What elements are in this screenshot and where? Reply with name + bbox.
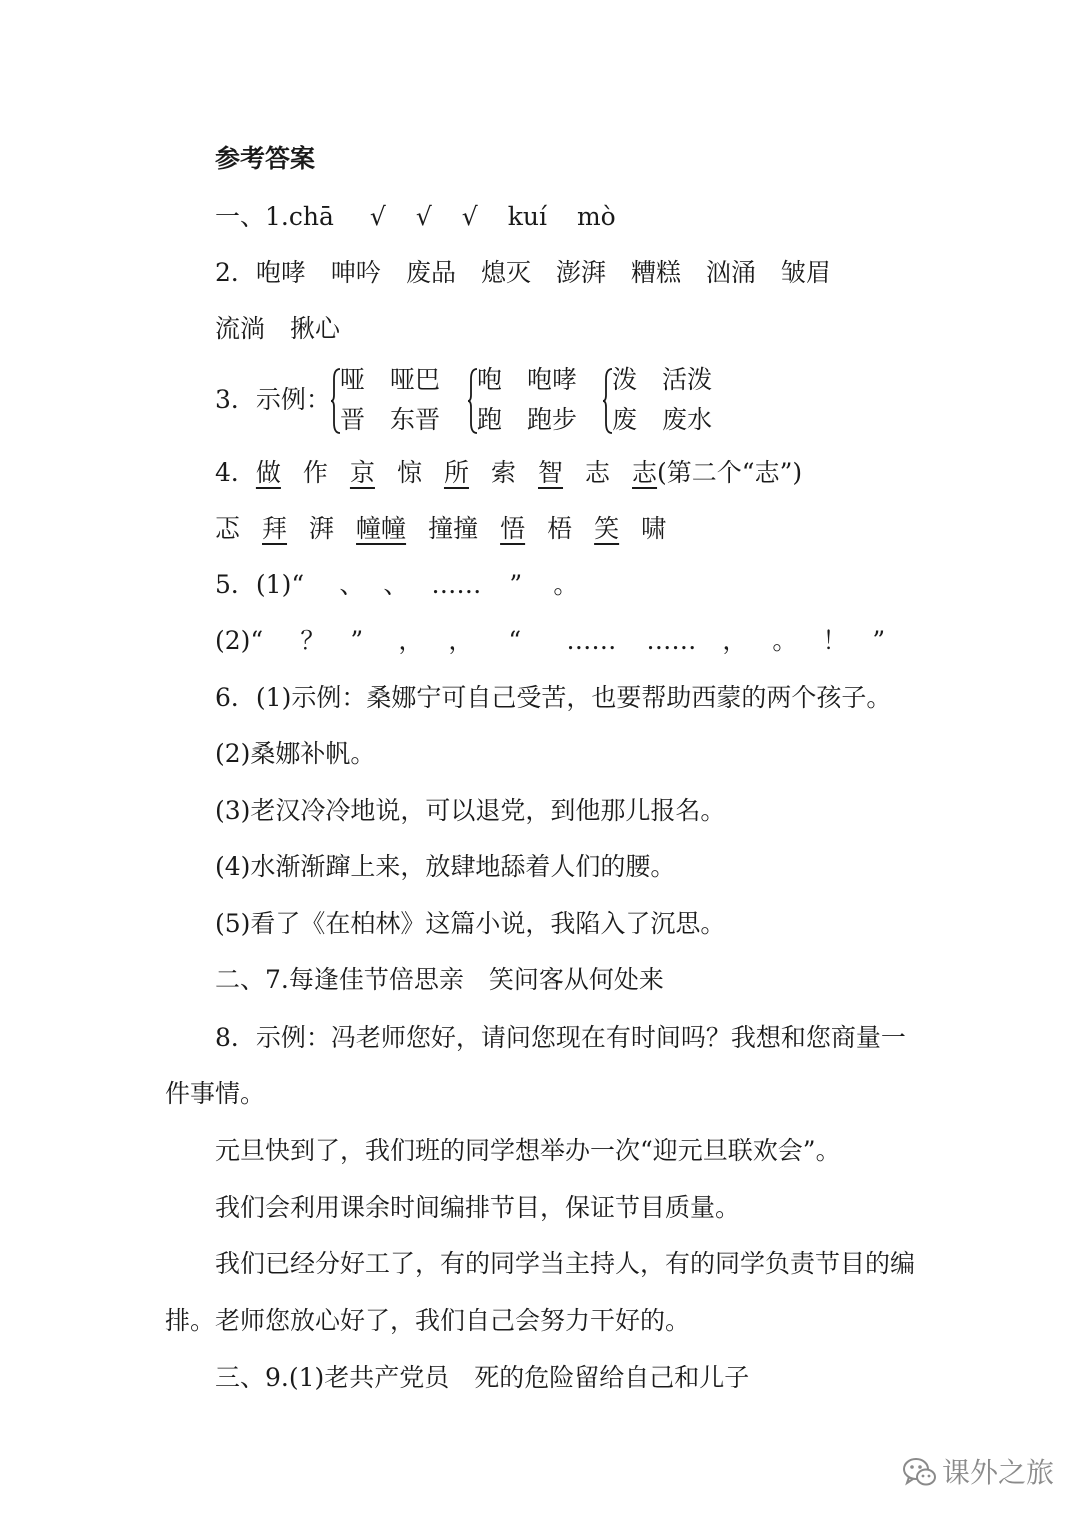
punct-mark: 。 [772, 626, 798, 655]
answer-2-word: 汹涌 [706, 258, 757, 287]
answer-1-item: mò [576, 202, 616, 231]
page-title: 参考答案 [215, 144, 316, 173]
answer-4-char: 啸 [641, 514, 667, 543]
answer-4-char: 幢幢 [356, 514, 407, 543]
brace-bottom-char: 跑 [477, 405, 503, 434]
answer-8-line4: 我们已经分好工了，有的同学当主持人，有的同学负责节目的编 [215, 1249, 916, 1278]
answer-2 [215, 256, 831, 290]
answer-1-item: √ [415, 202, 432, 231]
answer-1-item: √ [461, 202, 478, 231]
brace-top-char: 哑 [340, 365, 366, 394]
answer-2-word: 揪心 [290, 314, 341, 343]
punct-mark: …… [566, 626, 617, 655]
brace-top-word: 咆哮 [527, 365, 578, 394]
punct-mark: ， [448, 626, 474, 655]
answer-1 [215, 200, 616, 234]
brace-top-char: 泼 [612, 365, 638, 394]
punct-mark: 、 [339, 570, 365, 599]
answer-4-char: 拜 [262, 514, 288, 543]
answer-4-char: 惊 [396, 458, 422, 487]
answer-2-label: 2． [215, 258, 256, 287]
punct-mark: ？ [300, 626, 326, 655]
punct-mark: 。 [553, 570, 579, 599]
answer-5-1 [215, 568, 578, 602]
punct-mark: ， [722, 626, 748, 655]
punct-mark: ， [398, 626, 424, 655]
punct-mark: …… [646, 626, 697, 655]
answer-4-char: 所 [443, 458, 469, 487]
answer-2-word: 呻吟 [330, 258, 381, 287]
punct-mark: …… [431, 570, 482, 599]
answer-4-char: 梧 [547, 514, 573, 543]
answer-4-char: 湃 [309, 514, 335, 543]
punct-mark: “ [508, 626, 522, 655]
answer-3-label: 3．示例： [215, 385, 331, 414]
punct-mark: ” [872, 626, 886, 655]
answer-4-label: 4． [215, 458, 256, 487]
brace-top-char: 咆 [477, 365, 503, 394]
answer-2-word: 熄灭 [480, 258, 531, 287]
answer-1-item: √ [369, 202, 386, 231]
answer-2-word: 澎湃 [555, 258, 606, 287]
answer-4-char: 悟 [500, 514, 526, 543]
answer-4-note: (第二个“志”) [657, 458, 803, 487]
answer-8-line2: 元旦快到了，我们班的同学想举办一次“迎元旦联欢会”。 [215, 1136, 841, 1165]
brace-bottom-word: 跑步 [527, 405, 578, 434]
answer-9: 三、9.(1)老共产党员 死的危险留给自己和儿子 [215, 1363, 750, 1392]
answer-2-word: 咆哮 [255, 258, 306, 287]
answer-8-line1b: 件事情。 [165, 1079, 266, 1108]
wechat-icon [900, 1453, 940, 1493]
answer-4-char: 志 [632, 458, 658, 487]
answer-4-char: 志 [585, 458, 611, 487]
answer-5-label: (2) [215, 626, 251, 655]
answer-4-char: 作 [302, 458, 328, 487]
answer-5-2 [215, 624, 885, 658]
answer-4-char: 京 [349, 458, 375, 487]
punct-mark: “ [250, 626, 264, 655]
answer-4-char: 智 [538, 458, 564, 487]
brace-top-word: 哑巴 [390, 365, 441, 394]
answer-1-item: kuí [507, 202, 547, 231]
answer-4 [215, 456, 802, 490]
answer-6-2: (2)桑娜补帆。 [215, 739, 376, 768]
answer-8-line1: 8．示例：冯老师您好，请问您现在有时间吗？我想和您商量一 [215, 1023, 906, 1052]
answer-4-char: 撞撞 [428, 514, 479, 543]
punct-mark: ！ [822, 626, 848, 655]
brace-bottom-word: 废水 [662, 405, 713, 434]
watermark-text: 课外之旅 [942, 1456, 1055, 1489]
punct-mark: ” [350, 626, 364, 655]
answer-4-char: 笑 [594, 514, 620, 543]
answer-8-line3: 我们会利用课余时间编排节目，保证节目质量。 [215, 1193, 741, 1222]
answer-6-1: 6．(1)示例：桑娜宁可自己受苦，也要帮助西蒙的两个孩子。 [215, 683, 892, 712]
answer-4-char: 索 [490, 458, 516, 487]
brace-top-word: 活泼 [662, 365, 713, 394]
answer-6-5: (5)看了《在柏林》这篇小说，我陷入了沉思。 [215, 909, 726, 938]
watermark [900, 1453, 1055, 1497]
brace-bottom-char: 废 [612, 405, 638, 434]
punct-mark: ” [509, 570, 523, 599]
answer-2-cont [215, 312, 340, 346]
answer-4-cont [215, 512, 666, 546]
brace-bottom-char: 晋 [340, 405, 366, 434]
answer-7: 二、7.每逢佳节倍思亲 笑问客从何处来 [215, 965, 664, 994]
answer-8-line4b: 排。老师您放心好了，我们自己会努力干好的。 [165, 1306, 691, 1335]
answer-1-label: 一、1.chā [215, 202, 334, 231]
answer-4-char: 忑 [215, 514, 241, 543]
answer-2-word: 皱眉 [781, 258, 832, 287]
answer-2-word: 废品 [405, 258, 456, 287]
punct-mark: “ [291, 570, 305, 599]
answer-2-word: 糟糕 [630, 258, 681, 287]
answer-5-label: 5．(1) [215, 570, 292, 599]
answer-6-3: (3)老汉冷冷地说，可以退党，到他那儿报名。 [215, 796, 726, 825]
answer-6-4: (4)水渐渐蹿上来，放肆地舔着人们的腰。 [215, 852, 676, 881]
answer-4-char: 做 [255, 458, 281, 487]
punct-mark: 、 [383, 570, 409, 599]
answer-2-word: 流淌 [215, 314, 266, 343]
brace-bottom-word: 东晋 [390, 405, 441, 434]
